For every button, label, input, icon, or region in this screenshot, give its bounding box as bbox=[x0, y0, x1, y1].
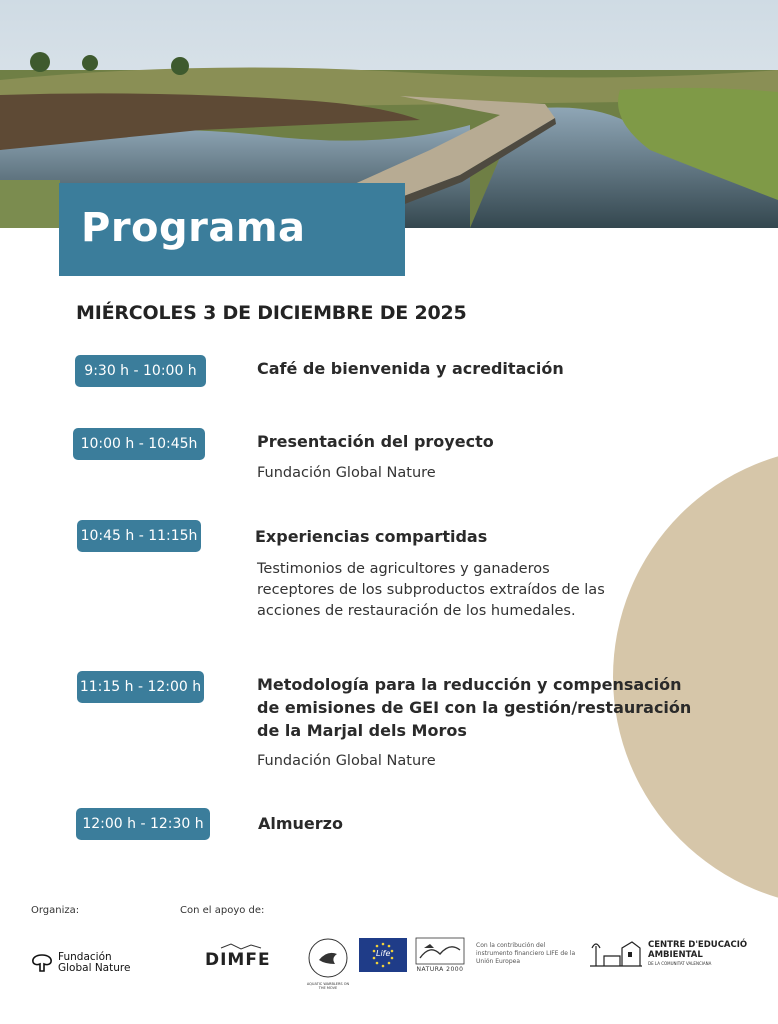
apoyo-label: Con el apoyo de: bbox=[180, 905, 265, 916]
item-subtitle-line: Testimonios de agricultores y ganaderos bbox=[257, 561, 550, 577]
item-title: Presentación del proyecto bbox=[257, 432, 494, 451]
organiza-label: Organiza: bbox=[31, 905, 80, 916]
item-subtitle-line: acciones de restauración de los humedales. bbox=[257, 603, 576, 619]
natura-icon bbox=[414, 936, 466, 966]
event-date: MIÉRCOLES 3 DE DICIEMBRE DE 2025 bbox=[76, 302, 467, 324]
aquatic-warblers-text: AQUATIC WARBLERS ON THE MOVE bbox=[306, 982, 350, 990]
time-badge: 12:00 h - 12:30 h bbox=[76, 808, 210, 840]
natura-text: NATURA 2000 bbox=[416, 966, 464, 973]
centre-line3: DE LA COMUNITAT VALENCIANA bbox=[648, 961, 712, 966]
item-title-line: de emisiones de GEI con la gestión/restauración bbox=[257, 698, 692, 717]
aquatic-warblers-logo bbox=[305, 936, 351, 990]
fgn-line2: Global Nature bbox=[58, 962, 131, 974]
fgn-line1: Fundación bbox=[58, 951, 112, 963]
centre-line2: AMBIENTAL bbox=[648, 950, 703, 960]
time-badge: 10:00 h - 10:45h bbox=[73, 428, 205, 460]
time-badge: 9:30 h - 10:00 h bbox=[75, 355, 206, 387]
centre-line1: CENTRE D'EDUCACIÓ bbox=[648, 940, 748, 950]
item-title: Almuerzo bbox=[258, 814, 343, 833]
item-title-line: Metodología para la reducción y compensación bbox=[257, 675, 682, 694]
page-title: Programa bbox=[81, 205, 306, 251]
time-badge: 11:15 h - 12:00 h bbox=[77, 671, 204, 703]
life-contribution-line: Con la contribución del bbox=[476, 942, 546, 949]
item-subtitle: Fundación Global Nature bbox=[257, 465, 436, 481]
building-icon bbox=[590, 938, 642, 968]
item-title: Experiencias compartidas bbox=[255, 527, 488, 546]
time-badge: 10:45 h - 11:15h bbox=[77, 520, 201, 552]
item-title: Café de bienvenida y acreditación bbox=[257, 359, 564, 378]
item-subtitle-line: receptores de los subproductos extraídos de las bbox=[257, 582, 605, 598]
centre-educacio-ambiental-logo bbox=[590, 938, 748, 972]
tree-icon bbox=[30, 953, 54, 973]
life-contribution-line: instrumento financiero LIFE de la bbox=[476, 950, 576, 957]
item-subtitle: Fundación Global Nature bbox=[257, 753, 436, 769]
dimfe-text: DIMFE bbox=[205, 950, 271, 970]
title-banner bbox=[59, 183, 405, 276]
eu-life-logo bbox=[359, 938, 407, 972]
life-text: Life bbox=[376, 949, 391, 958]
natura-2000-logo bbox=[414, 936, 466, 976]
item-title-line: de la Marjal dels Moros bbox=[257, 721, 467, 740]
life-contribution-line: Unión Europea bbox=[476, 958, 521, 965]
dimfe-logo bbox=[205, 942, 277, 976]
